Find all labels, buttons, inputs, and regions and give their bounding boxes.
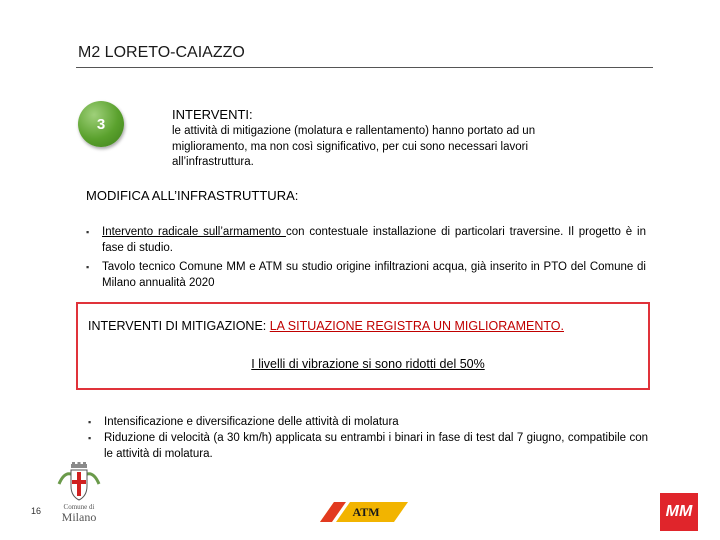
atm-logo-text: ATM <box>352 505 380 519</box>
list-item <box>86 224 646 256</box>
bullet-text: Tavolo tecnico Comune MM e ATM su studio origine infiltrazioni acqua, già inserito in PTO del Comune di Milano annualità 2020 <box>102 261 646 289</box>
atm-logo-icon <box>316 498 410 524</box>
list-item <box>88 430 648 462</box>
mitigazione-status: LA SITUAZIONE REGISTRA UN MIGLIORAMENTO. <box>269 319 564 333</box>
attivita-bullet-list <box>88 414 648 462</box>
bullet-text: con contestuale installazione di particolari traversine. Il progetto è in fase di studio. <box>102 226 646 254</box>
bullet-text: Riduzione di velocità (a 30 km/h) applicata su entrambi i binari in fase di test dal 7 giugno, compatibile con le attività di molatura. <box>104 432 648 460</box>
interventi-description: le attività di mitigazione (molatura e rallentamento) hanno portato ad un miglioramento, ma non così significativo, per cui sono necessari lavori all’infrastruttura. <box>172 125 536 168</box>
mitigazione-highlight-box <box>76 302 650 390</box>
comune-di-milano-logo: Comune di Milano <box>61 503 97 524</box>
interventi-heading: INTERVENTI: <box>172 107 253 122</box>
bullet-icon: ▪ <box>88 417 92 427</box>
modifica-bullet-list <box>86 224 646 291</box>
mitigazione-heading <box>88 319 564 333</box>
page-number: 16 <box>31 506 42 516</box>
underlined-text: Intervento radicale sull’armamento <box>102 226 286 238</box>
list-item <box>86 259 646 291</box>
title-divider <box>76 67 653 68</box>
mm-logo: MM <box>660 493 698 531</box>
modifica-heading: MODIFICA ALL’INFRASTRUTTURA: <box>86 188 299 203</box>
bullet-icon: ▪ <box>88 433 92 443</box>
bullet-icon: ▪ <box>86 262 90 272</box>
list-item <box>88 414 648 430</box>
mitigazione-label: INTERVENTI DI MITIGAZIONE: <box>88 319 270 333</box>
vibration-reduction-note: I livelli di vibrazione si sono ridotti del 50% <box>251 357 485 371</box>
comune-crest-icon <box>54 462 104 502</box>
bullet-icon: ▪ <box>86 227 90 237</box>
page-title: M2 LORETO-CAIAZZO <box>78 44 245 61</box>
step-number-badge: 3 <box>78 101 124 147</box>
bullet-text: Intensificazione e diversificazione delle attività di molatura <box>104 416 399 428</box>
